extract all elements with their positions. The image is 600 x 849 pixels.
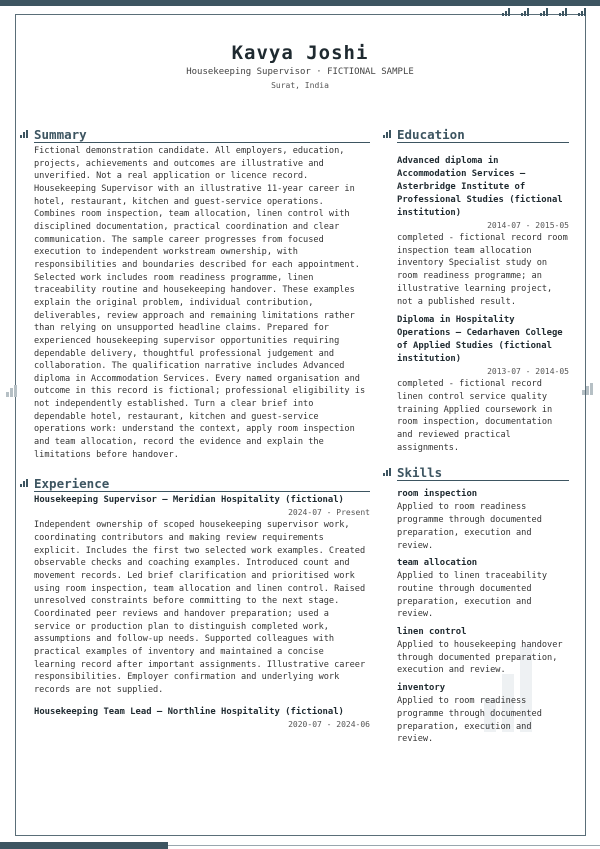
bar-chart-icon (20, 130, 28, 138)
candidate-subtitle: Housekeeping Supervisor · FICTIONAL SAMPLE (186, 67, 414, 77)
skill-item (397, 488, 569, 552)
degree-dates: 2014-07 - 2015-05 (487, 221, 569, 230)
skill-description: Applied to room readiness programme through documented preparation, execution and review. (397, 696, 542, 745)
experience-entry (34, 494, 370, 696)
right-column (397, 128, 569, 746)
bar-chart-icon (383, 130, 391, 138)
candidate-location: Surat, India (271, 81, 329, 90)
bar-chart-icon (559, 8, 567, 16)
bar-chart-icon (521, 8, 529, 16)
degree-dates: 2013-07 - 2014-05 (487, 367, 569, 377)
skill-description: Applied to linen traceability routine through documented preparation, execution and review. (397, 571, 548, 620)
top-icon-row (502, 8, 586, 16)
job-description: Independent ownership of scoped housekeeping supervisor work, coordinating contributors and making review requirements explicit. Includes the first two selected work examples. Created observable checks and coaching examples. Introduced count and movement records. Led brief clarification and prioritised work using room inspection, team allocation and linen control. Raised unresolved constraints before committing to the next stage. Coordinated peer reviews and handover preparation; used a service or production plan to distinguish completed work, assumptions and follow-up needs. Supported colleagues with practical examples of inventory and maintained a concise learning record after important assignments. Illustrative career responsibilities. Employer confirmation and underlying work records are not supplied. (34, 520, 366, 695)
left-column (34, 128, 370, 731)
bar-chart-icon (502, 8, 510, 16)
section-title: Education (397, 127, 465, 142)
top-rule (0, 0, 600, 6)
candidate-name: Kavya Joshi (231, 42, 369, 64)
skill-name: team allocation (397, 558, 478, 569)
skill-description: Applied to housekeeping handover through documented preparation, execution and review. (397, 640, 563, 676)
bar-chart-icon (582, 383, 593, 395)
summary-heading (34, 128, 370, 143)
section-title: Summary (34, 127, 87, 142)
job-title: Housekeeping Supervisor — Meridian Hospitality (fictional) (34, 495, 344, 506)
skill-name: room inspection (397, 489, 478, 500)
summary-text: Fictional demonstration candidate. All employers, education, projects, achievements and outcomes are illustrative and unverified. Not a real application or licence record. Housekeeping Supervisor with an illustrative 11-year career in hotel, restaurant, kitchen and guest-service operations. Combines room inspection, team allocation, linen control with disciplined documentation, practical coordination and clear communication. The sample career progresses from focused execution to independent workstream ownership, with responsibilities and boundaries described for each appointment. Selected work includes room readiness programme, linen traceability routine and housekeeping handover. These examples explain the original problem, individual contribution, deliverables, review approach and remaining limitations rather than relying on unsupported headline claims. Prepared for experienced housekeeping supervisor opportunities requiring dependable delivery, thoughtful professional judgement and collaboration. The qualification narrative includes Advanced diploma in Accommodation Services. Every named organisation and outcome in this record is fictional; professional eligibility is not independently established. Turn a clear brief into dependable hotel, restaurant, kitchen and guest-service operations work: understand the context, apply room inspection and team allocation, record the evidence and explain the limitations before handover. (34, 146, 366, 460)
resume-header (0, 40, 600, 94)
job-dates: 2020-07 - 2024-06 (288, 719, 370, 729)
job-dates: 2024-07 - Present (288, 508, 370, 518)
education-heading (397, 128, 569, 143)
skill-description: Applied to room readiness programme through documented preparation, execution and review. (397, 502, 542, 551)
skills-heading (397, 466, 569, 481)
bottom-rule (168, 845, 600, 846)
bar-chart-icon (540, 8, 548, 16)
skill-item (397, 682, 569, 746)
bar-chart-icon (383, 468, 391, 476)
job-title: Housekeeping Team Lead — Northline Hospitality (fictional) (34, 706, 344, 717)
experience-heading (34, 477, 370, 492)
degree-description: completed - fictional record room inspection team allocation inventory Specialist study on room readiness programme; an illustrative learning project, not a published result. (397, 233, 568, 307)
skill-name: inventory (397, 683, 446, 694)
bottom-band (0, 842, 168, 849)
education-entry (397, 314, 569, 454)
degree-description: completed - fictional record linen control service quality training Applied coursework in room inspection, documentation and reviewed practical assignments. (397, 379, 553, 453)
section-title: Experience (34, 476, 110, 492)
bar-chart-icon (578, 8, 586, 16)
degree-title: Advanced diploma in Accommodation Services — Asterbridge Institute of Professional Studies (fictional institution) (397, 156, 563, 218)
skill-item (397, 557, 569, 621)
education-entry (397, 155, 569, 308)
degree-title: Diploma in Hospitality Operations — Cedarhaven College of Applied Studies (fictional institution) (397, 315, 563, 365)
section-title: Skills (397, 465, 443, 481)
experience-entry (34, 706, 370, 731)
bar-chart-icon (6, 385, 17, 397)
bar-chart-icon (20, 479, 28, 487)
skill-item (397, 626, 569, 677)
skill-name: linen control (397, 627, 467, 638)
